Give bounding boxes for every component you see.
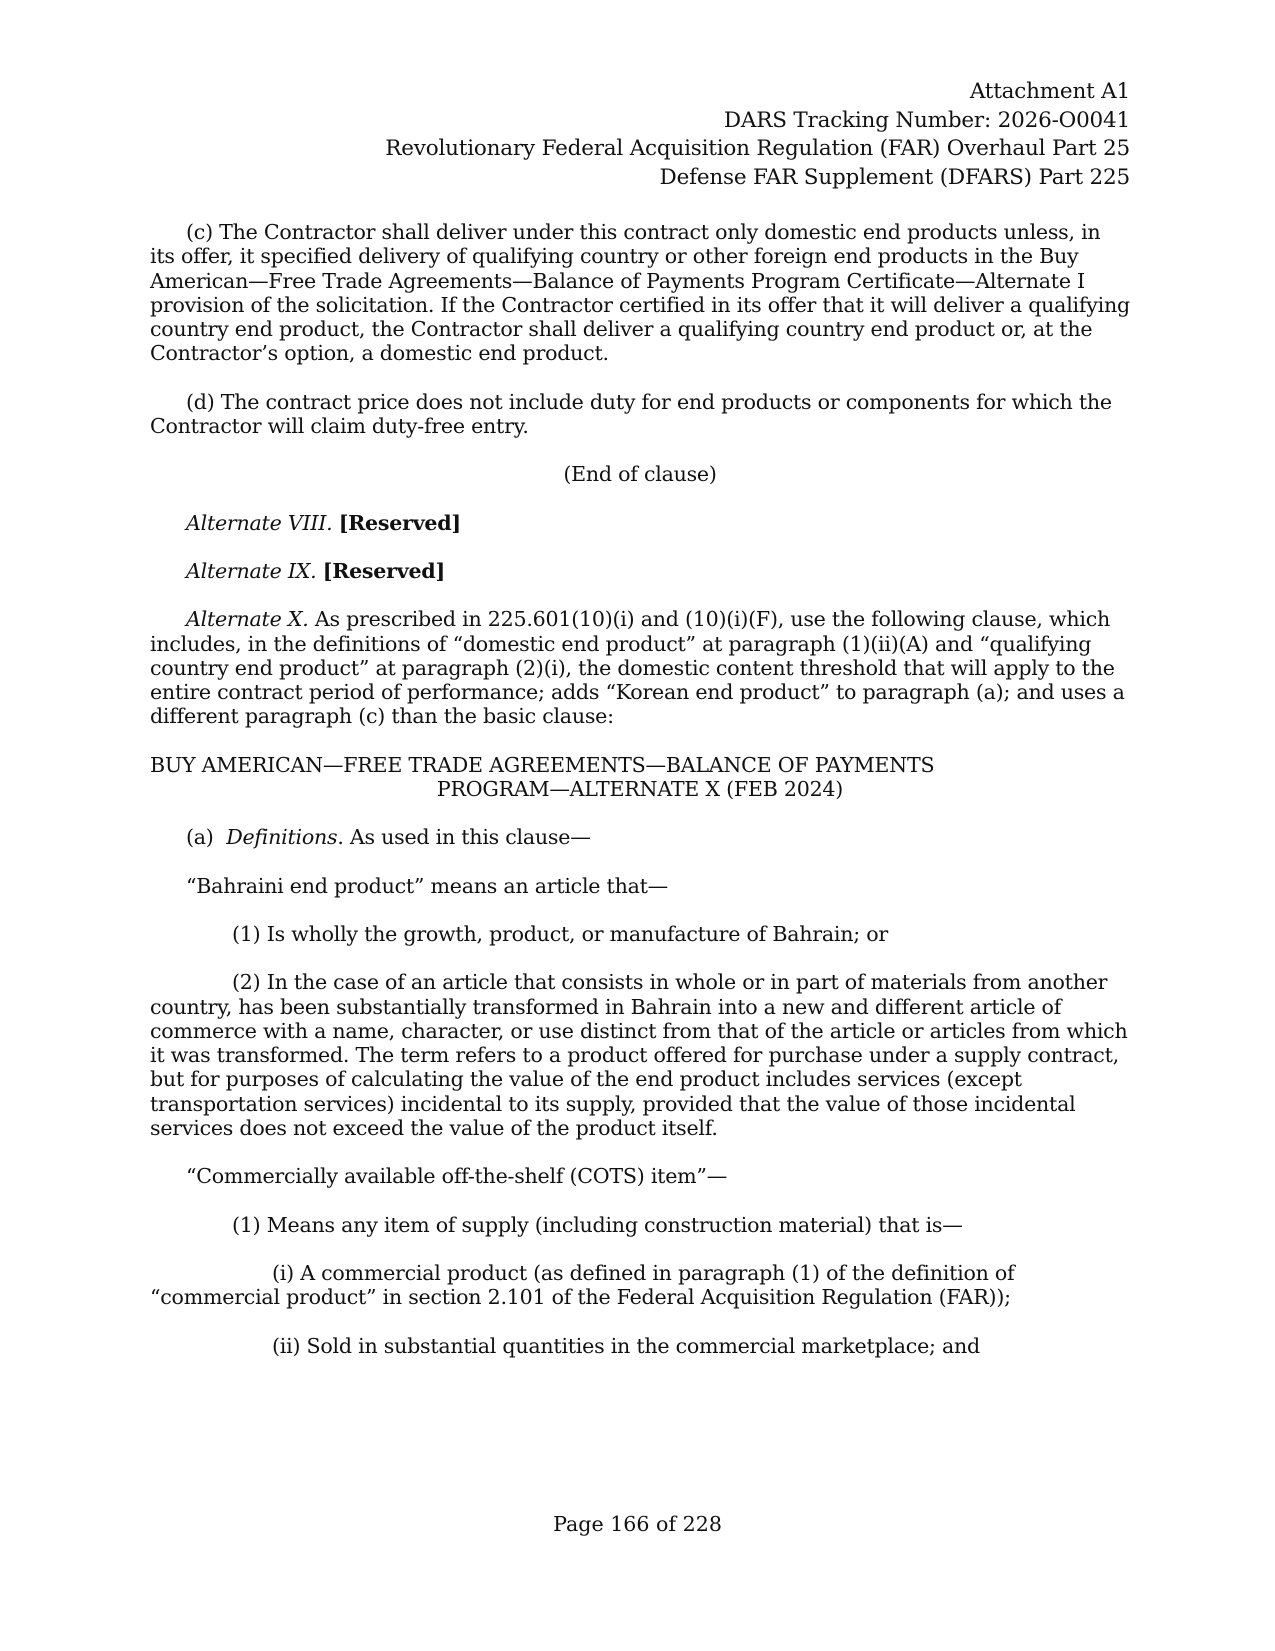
alternate-viii-status: [Reserved] xyxy=(338,510,461,535)
cots-item-1-i: (i) A commercial product (as defined in paragraph (1) of the definition of “commercial product” in section 2.101 of the Federal Acquisition Regulation (FAR)); xyxy=(150,1260,1015,1310)
clause-title-line2: PROGRAM—ALTERNATE X (FEB 2024) xyxy=(436,777,844,802)
far-part-label: Revolutionary Federal Acquisition Regulation (FAR) Overhaul Part 25 xyxy=(385,136,1130,161)
end-of-clause: (End of clause) xyxy=(563,462,717,487)
cots-item-1: (1) Means any item of supply (including construction material) that is— xyxy=(232,1212,963,1237)
bahraini-item-2: (2) In the case of an article that consists in whole or in part of materials from another country, has been substantially transformed in Bahrain into a new and different article of commerce with a name, character, or use distinct from that of the article or articles from which it was transformed. The term refers to a product offered for purchase under a supply contract, but for purposes of calculating the value of the end product includes services (except transportation services) incidental to its supply, provided that the value of those incidental services does not exceed the value of the product itself. xyxy=(150,970,1128,1141)
alternate-ix xyxy=(150,559,1130,583)
cots-item-1-ii: (ii) Sold in substantial quantities in the commercial marketplace; and xyxy=(272,1333,980,1358)
definitions-label: Definitions xyxy=(226,825,338,850)
tracking-number: DARS Tracking Number: 2026-O0041 xyxy=(723,107,1130,133)
page-footer xyxy=(0,1512,1275,1536)
alternate-x-text: As prescribed in 225.601(10)(i) and (10)(i)(F), use the following clause, which includes, in the definitions of “domestic end product” at paragraph (1)(ii)(A) and “qualifying country end product” at paragraph (2)(i), the domestic content threshold that will apply to the entire contract period of performance; adds “Korean end product” to paragraph (a); and uses a different paragraph (c) than the basic clause: xyxy=(150,607,1125,729)
clause-title xyxy=(150,753,1130,802)
cots-definition: “Commercially available off-the-shelf (COTS) item”— xyxy=(186,1164,728,1189)
dfars-part-label: Defense FAR Supplement (DFARS) Part 225 xyxy=(659,164,1130,190)
bahraini-definition: “Bahraini end product” means an article that— xyxy=(186,873,668,898)
definitions-heading xyxy=(150,825,1130,849)
alternate-x xyxy=(150,607,1130,728)
paragraph-c: (c) The Contractor shall deliver under this contract only domestic end products unless, in its offer, it specified delivery of qualifying country or other foreign end products in the Buy American—Free Trade Agreements—Balance of Payments Program Certificate—Alternate I provision of the solicitation. If the Contractor certified in its offer that it will deliver a qualifying country end product, the Contractor shall deliver a qualifying country end product or, at the Contractor’s option, a domestic end product. xyxy=(150,220,1130,366)
paragraph-d: (d) The contract price does not include duty for end products or components for which the Contractor will claim duty-free entry. xyxy=(150,389,1112,439)
alternate-viii-label: Alternate VIII. xyxy=(186,510,333,535)
attachment-label: Attachment A1 xyxy=(969,79,1130,104)
alternate-x-label: Alternate X. xyxy=(186,607,309,632)
definitions-text: . As used in this clause— xyxy=(337,825,591,850)
alternate-ix-status: [Reserved] xyxy=(322,558,445,583)
document-body xyxy=(150,220,1130,1382)
page-number: Page 166 of 228 xyxy=(553,1512,722,1536)
page-header xyxy=(190,78,1130,192)
bahraini-item-1: (1) Is wholly the growth, product, or manufacture of Bahrain; or xyxy=(232,921,888,946)
clause-title-line1: BUY AMERICAN—FREE TRADE AGREEMENTS—BALANCE OF PAYMENTS xyxy=(150,752,935,777)
alternate-viii xyxy=(150,511,1130,535)
alternate-ix-label: Alternate IX. xyxy=(186,558,317,583)
definitions-prefix: (a) xyxy=(186,825,227,850)
